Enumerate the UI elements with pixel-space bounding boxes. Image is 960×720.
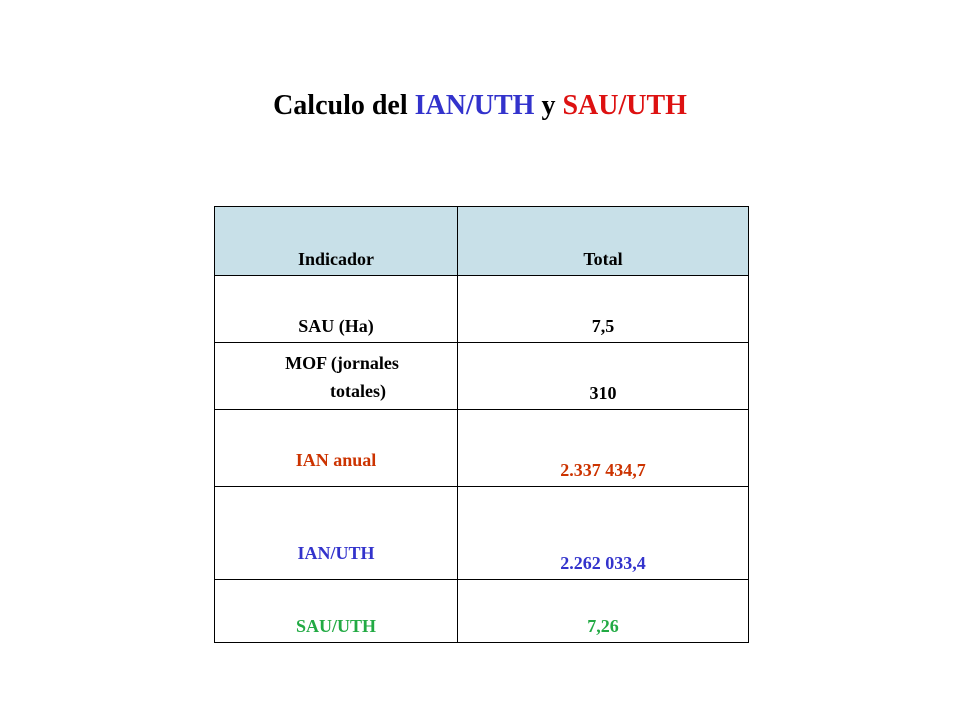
title-prefix: Calculo del	[273, 90, 415, 121]
row-label-sau: SAU (Ha)	[215, 276, 458, 343]
table-row	[215, 343, 749, 410]
table-row	[215, 276, 749, 343]
header-indicador: Indicador	[215, 207, 458, 276]
table-row	[215, 410, 749, 487]
row-value-mof: 310	[458, 343, 749, 410]
title-ian-uth: IAN/UTH	[414, 90, 535, 121]
row-value-ian-uth: 2.262 033,4	[458, 487, 749, 580]
header-total: Total	[458, 207, 749, 276]
table-row	[215, 580, 749, 643]
title-conjunction: y	[534, 90, 563, 121]
row-label-sau-uth: SAU/UTH	[215, 580, 458, 643]
row-value-ian-anual: 2.337 434,7	[458, 410, 749, 487]
row-label-ian-uth: IAN/UTH	[215, 487, 458, 580]
row-value-sau: 7,5	[458, 276, 749, 343]
row-label-mof-line1: MOF (jornales	[285, 353, 399, 373]
indicator-table	[214, 206, 749, 643]
table-row	[215, 487, 749, 580]
title-sau-uth: SAU/UTH	[562, 90, 687, 121]
row-value-sau-uth: 7,26	[458, 580, 749, 643]
page-title	[0, 86, 960, 126]
row-label-mof	[215, 343, 458, 410]
row-label-ian-anual: IAN anual	[215, 410, 458, 487]
row-label-mof-line2: totales)	[330, 381, 386, 401]
table-header-row	[215, 207, 749, 276]
